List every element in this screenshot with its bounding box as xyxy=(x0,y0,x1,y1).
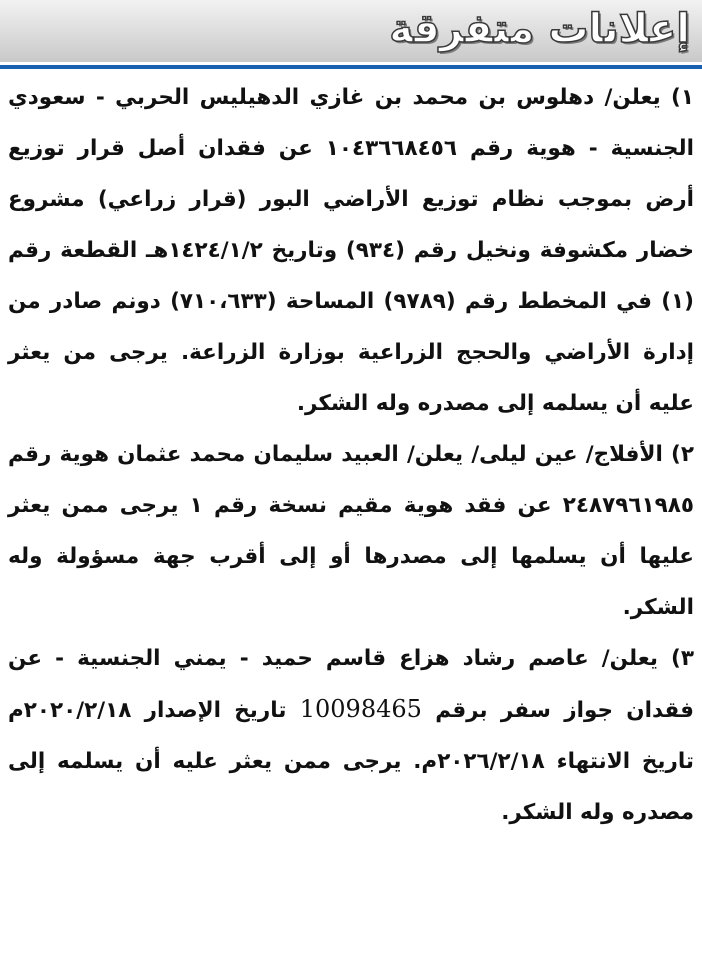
ad-2-text: ٢) الأفلاج/ عين ليلى/ يعلن/ العبيد سليمان محمد عثمان هوية رقم ٢٤٨٧٩٦١٩٨٥ عن فقد هوية مقيم نسخة رقم ١ يرجى ممن يعثر عليها أن يسلمها إلى مصدرها أو إلى أقرب جهة مسؤولة وله الشكر. xyxy=(8,442,694,620)
blue-divider xyxy=(0,65,702,69)
ad-item-1 xyxy=(8,72,694,429)
ad-3-text-after: تاريخ الإصدار ٢٠٢٠/٢/١٨م تاريخ الانتهاء ٢٠٢٦/٢/١٨م. يرجى ممن يعثر عليه أن يسلمه إلى مصدره وله الشكر. xyxy=(8,698,694,825)
ad-3-text-before: ٣) يعلن/ عاصم رشاد هزاع قاسم حميد - يمني الجنسية - عن فقدان جواز سفر برقم xyxy=(8,646,694,723)
ads-column xyxy=(8,72,694,838)
ad-item-3 xyxy=(8,633,694,838)
section-title: إعلانات متفرقة xyxy=(389,6,690,52)
ad-3-passport-number: 10098465 xyxy=(299,695,422,723)
ad-item-2 xyxy=(8,429,694,633)
ad-1-text: ١) يعلن/ دهلوس بن محمد بن غازي الدهيليس الحربي - سعودي الجنسية - هوية رقم ١٠٤٣٦٦٨٤٥٦ عن فقدان أصل قرار توزيع أرض بموجب نظام توزيع الأراضي البور (قرار زراعي) مشروع خضار مكشوفة ونخيل رقم (٩٣٤) وتاريخ ١٤٢٤/١/٢هـ القطعة رقم (١) في المخطط رقم (٩٧٨٩) المساحة (٧١٠،٦٣٣) دونم صادر من إدارة الأراضي والحجج الزراعية بوزارة الزراعة. يرجى من يعثر عليه أن يسلمه إلى مصدره وله الشكر. xyxy=(8,85,694,416)
section-banner xyxy=(0,0,702,62)
ad-3-text xyxy=(8,633,694,838)
